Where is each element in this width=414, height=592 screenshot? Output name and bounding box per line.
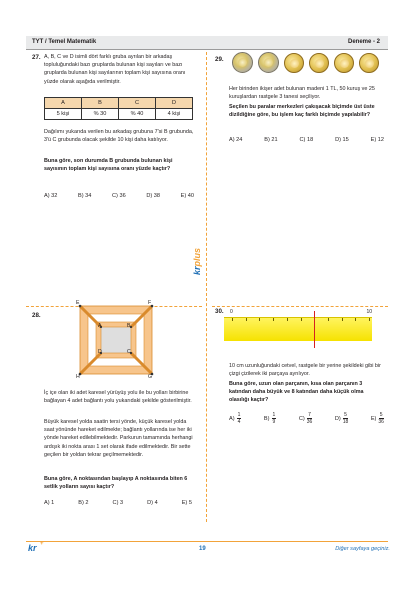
option-b[interactable]: B) 2 xyxy=(78,500,89,506)
side-brand-logo xyxy=(192,248,202,275)
option-fraction xyxy=(307,412,313,425)
ruler-tick xyxy=(287,318,288,321)
point-g-label: G xyxy=(148,374,153,380)
coin-25-kurus-icon xyxy=(334,53,354,73)
coin-25-kurus-icon xyxy=(359,53,379,73)
question-28-options xyxy=(44,500,192,506)
question-29-question: Seçilen bu paralar merkezleri çakışacak biçimde üst üste dizildiğine göre, bu işlem kaç farklı biçimde yapılabilir? xyxy=(229,104,375,119)
option-c[interactable]: C) 18 xyxy=(299,137,314,143)
page-header xyxy=(26,36,388,49)
fraction-numerator: 1 xyxy=(272,412,276,418)
option-b[interactable]: B) 34 xyxy=(78,193,92,199)
ruler-tick xyxy=(232,318,233,321)
table-cell: 4 kişi xyxy=(156,109,193,120)
question-28-number: 28. xyxy=(32,312,41,319)
table-cell: % 40 xyxy=(119,109,156,120)
option-a[interactable]: A) 32 xyxy=(44,193,58,199)
option-a[interactable]: A) 24 xyxy=(229,137,243,143)
side-brand-accent: plus xyxy=(192,247,202,267)
group-table xyxy=(44,97,193,120)
fraction-numerator: 5 xyxy=(379,412,383,418)
fraction-denominator: 9 xyxy=(272,419,276,425)
next-page-note: Diğer sayfaya geçiniz. xyxy=(335,546,390,552)
option-c[interactable]: C) 3 xyxy=(112,500,124,506)
ruler-tick xyxy=(342,318,343,321)
ruler-end-label: 10 xyxy=(366,309,372,315)
option-d[interactable]: D) 15 xyxy=(335,137,349,143)
ruler-tick xyxy=(328,318,329,321)
fraction-denominator: 36 xyxy=(378,419,384,425)
option-e[interactable]: E) 12 xyxy=(370,137,384,143)
table-head-cell: C xyxy=(119,98,156,109)
question-28-p1: İç içe olan iki adet karesel yürüyüş yolu ile bu yolları birbirine bağlayan 4 adet bağlantı yolu yukarıdaki şekilde gösterilmiştir. xyxy=(44,390,192,405)
option-a[interactable]: A) 1 xyxy=(44,500,55,506)
question-29-options xyxy=(229,137,384,143)
ruler-cut-line xyxy=(314,311,315,348)
ruler-tick xyxy=(259,318,260,321)
ruler-start-label: 0 xyxy=(230,309,233,315)
ruler-tick xyxy=(246,318,247,321)
option-letter: C) xyxy=(298,415,305,422)
footer-divider xyxy=(26,541,388,542)
option-letter: B) xyxy=(263,415,270,422)
exam-title: Deneme - 2 xyxy=(347,39,380,45)
question-29-number: 29. xyxy=(215,56,224,63)
option-fraction xyxy=(237,412,242,425)
question-30-number: 30. xyxy=(215,308,224,315)
fraction-numerator: 1 xyxy=(237,412,241,418)
footer-logo-plus-icon: + xyxy=(40,541,44,547)
option-fraction xyxy=(378,412,384,425)
side-brand-main: kr xyxy=(192,266,202,275)
question-27-intro: A, B, C ve D isimli dört farklı gruba ayrılan bir arkadaş topluluğundaki bazı gruplarda bulunan kişi sayıları ve bazı gruplarda bulunan kişi sayılarının toplam kişi sayısına oranı yüzde olarak aşağıda verilmiştir. xyxy=(44,54,186,85)
table-head-cell: D xyxy=(156,98,193,109)
option-a[interactable] xyxy=(229,412,241,425)
option-b[interactable] xyxy=(264,412,276,425)
ruler-tick xyxy=(369,318,370,321)
fraction-numerator: 7 xyxy=(308,412,311,418)
question-27-question: Buna göre, son durumda B grubunda bulunan kişi sayısının toplam kişi sayısına oranı yüzde kaçtır? xyxy=(44,158,173,173)
group-table-header xyxy=(45,98,193,109)
table-cell: % 30 xyxy=(82,109,119,120)
option-b[interactable]: B) 21 xyxy=(264,137,278,143)
ruler-tick xyxy=(355,318,356,321)
option-e[interactable]: E) 5 xyxy=(181,500,192,506)
coin-50-kurus-icon xyxy=(309,53,329,73)
fraction-denominator: 4 xyxy=(237,419,241,425)
point-d-label: D xyxy=(98,349,102,355)
point-b-label: B xyxy=(127,323,131,329)
option-letter: E) xyxy=(370,415,377,422)
table-head-cell: B xyxy=(82,98,119,109)
coin-1-tl-icon xyxy=(232,52,253,73)
subject-title: TYT / Temel Matematik xyxy=(32,39,97,45)
option-fraction xyxy=(343,412,349,425)
option-letter: A) xyxy=(229,415,235,422)
option-d[interactable]: D) 38 xyxy=(146,193,160,199)
point-c-label: C xyxy=(127,349,131,355)
fraction-denominator: 18 xyxy=(342,419,349,425)
coin-50-kurus-icon xyxy=(284,53,304,73)
point-h-label: H xyxy=(76,374,80,380)
option-fraction xyxy=(272,412,277,425)
question-28-p2: Büyük karesel yolda saatin tersi yönde, küçük karesel yolda saat yönünde hareket edilmekte; bağlantı yollarında ise her iki yönde hareket edilebilmektedir. Parkurun tamamında herhangi ardışık iki nokta arası 1 set olarak ifade edilmektedir. Bir sette geçilen bir yoldan tekrar geçilmemektedir. xyxy=(44,419,193,458)
question-30-options xyxy=(229,412,384,425)
question-27-middle: Dağılımı yukarıda verilen bu arkadaş grubuna 7'si B grubunda, 3'ü C grubunda olacak şekilde 10 kişi daha katılıyor. xyxy=(44,129,194,144)
option-d[interactable] xyxy=(335,412,348,425)
question-29-p1: Her birinden ikişer adet bulunan madeni 1 TL, 50 kuruş ve 25 kuruşlardan rastgele 3 tanesi seçiliyor. xyxy=(229,86,375,101)
option-e[interactable] xyxy=(371,412,384,425)
footer-logo: kr xyxy=(28,543,37,553)
question-30-question: Buna göre, uzun olan parçanın, kısa olan parçanın 3 katından daha büyük ve 8 katından daha küçük olma olasılığı kaçtır? xyxy=(229,381,364,404)
question-27-number: 27. xyxy=(32,54,41,61)
point-a-label: A xyxy=(98,323,102,329)
coin-1-tl-icon xyxy=(258,52,279,73)
group-table-row xyxy=(45,109,193,120)
option-d[interactable]: D) 4 xyxy=(147,500,158,506)
question-28-question: Buna göre, A noktasından başlayıp A noktasında biten 6 setlik yolların sayısı kaçtır? xyxy=(44,476,188,491)
question-30-p1: 10 cm uzunluğundaki cetvel, rastgele bir yerine şekildeki gibi bir çizgi çizilerek iki parçaya ayrılıyor. xyxy=(229,363,381,378)
ruler-tick xyxy=(273,318,274,321)
point-e-label: E xyxy=(76,300,80,306)
option-letter: D) xyxy=(334,415,341,422)
column-divider xyxy=(206,52,207,522)
table-head-cell: A xyxy=(45,98,82,109)
fraction-denominator: 36 xyxy=(306,419,313,425)
option-c[interactable] xyxy=(299,412,312,425)
option-c[interactable]: C) 36 xyxy=(112,193,126,199)
ruler-tick xyxy=(301,318,302,321)
ruler-image xyxy=(224,309,372,341)
page-number: 19 xyxy=(199,546,206,552)
point-f-label: F xyxy=(148,300,152,306)
option-e[interactable]: E) 40 xyxy=(180,193,194,199)
header-divider xyxy=(26,49,388,50)
row-divider-right xyxy=(212,306,388,307)
fraction-numerator: 5 xyxy=(344,412,347,418)
question-27-options xyxy=(44,193,194,199)
square-paths-diagram xyxy=(74,303,164,385)
table-cell: 5 kişi xyxy=(45,109,82,120)
